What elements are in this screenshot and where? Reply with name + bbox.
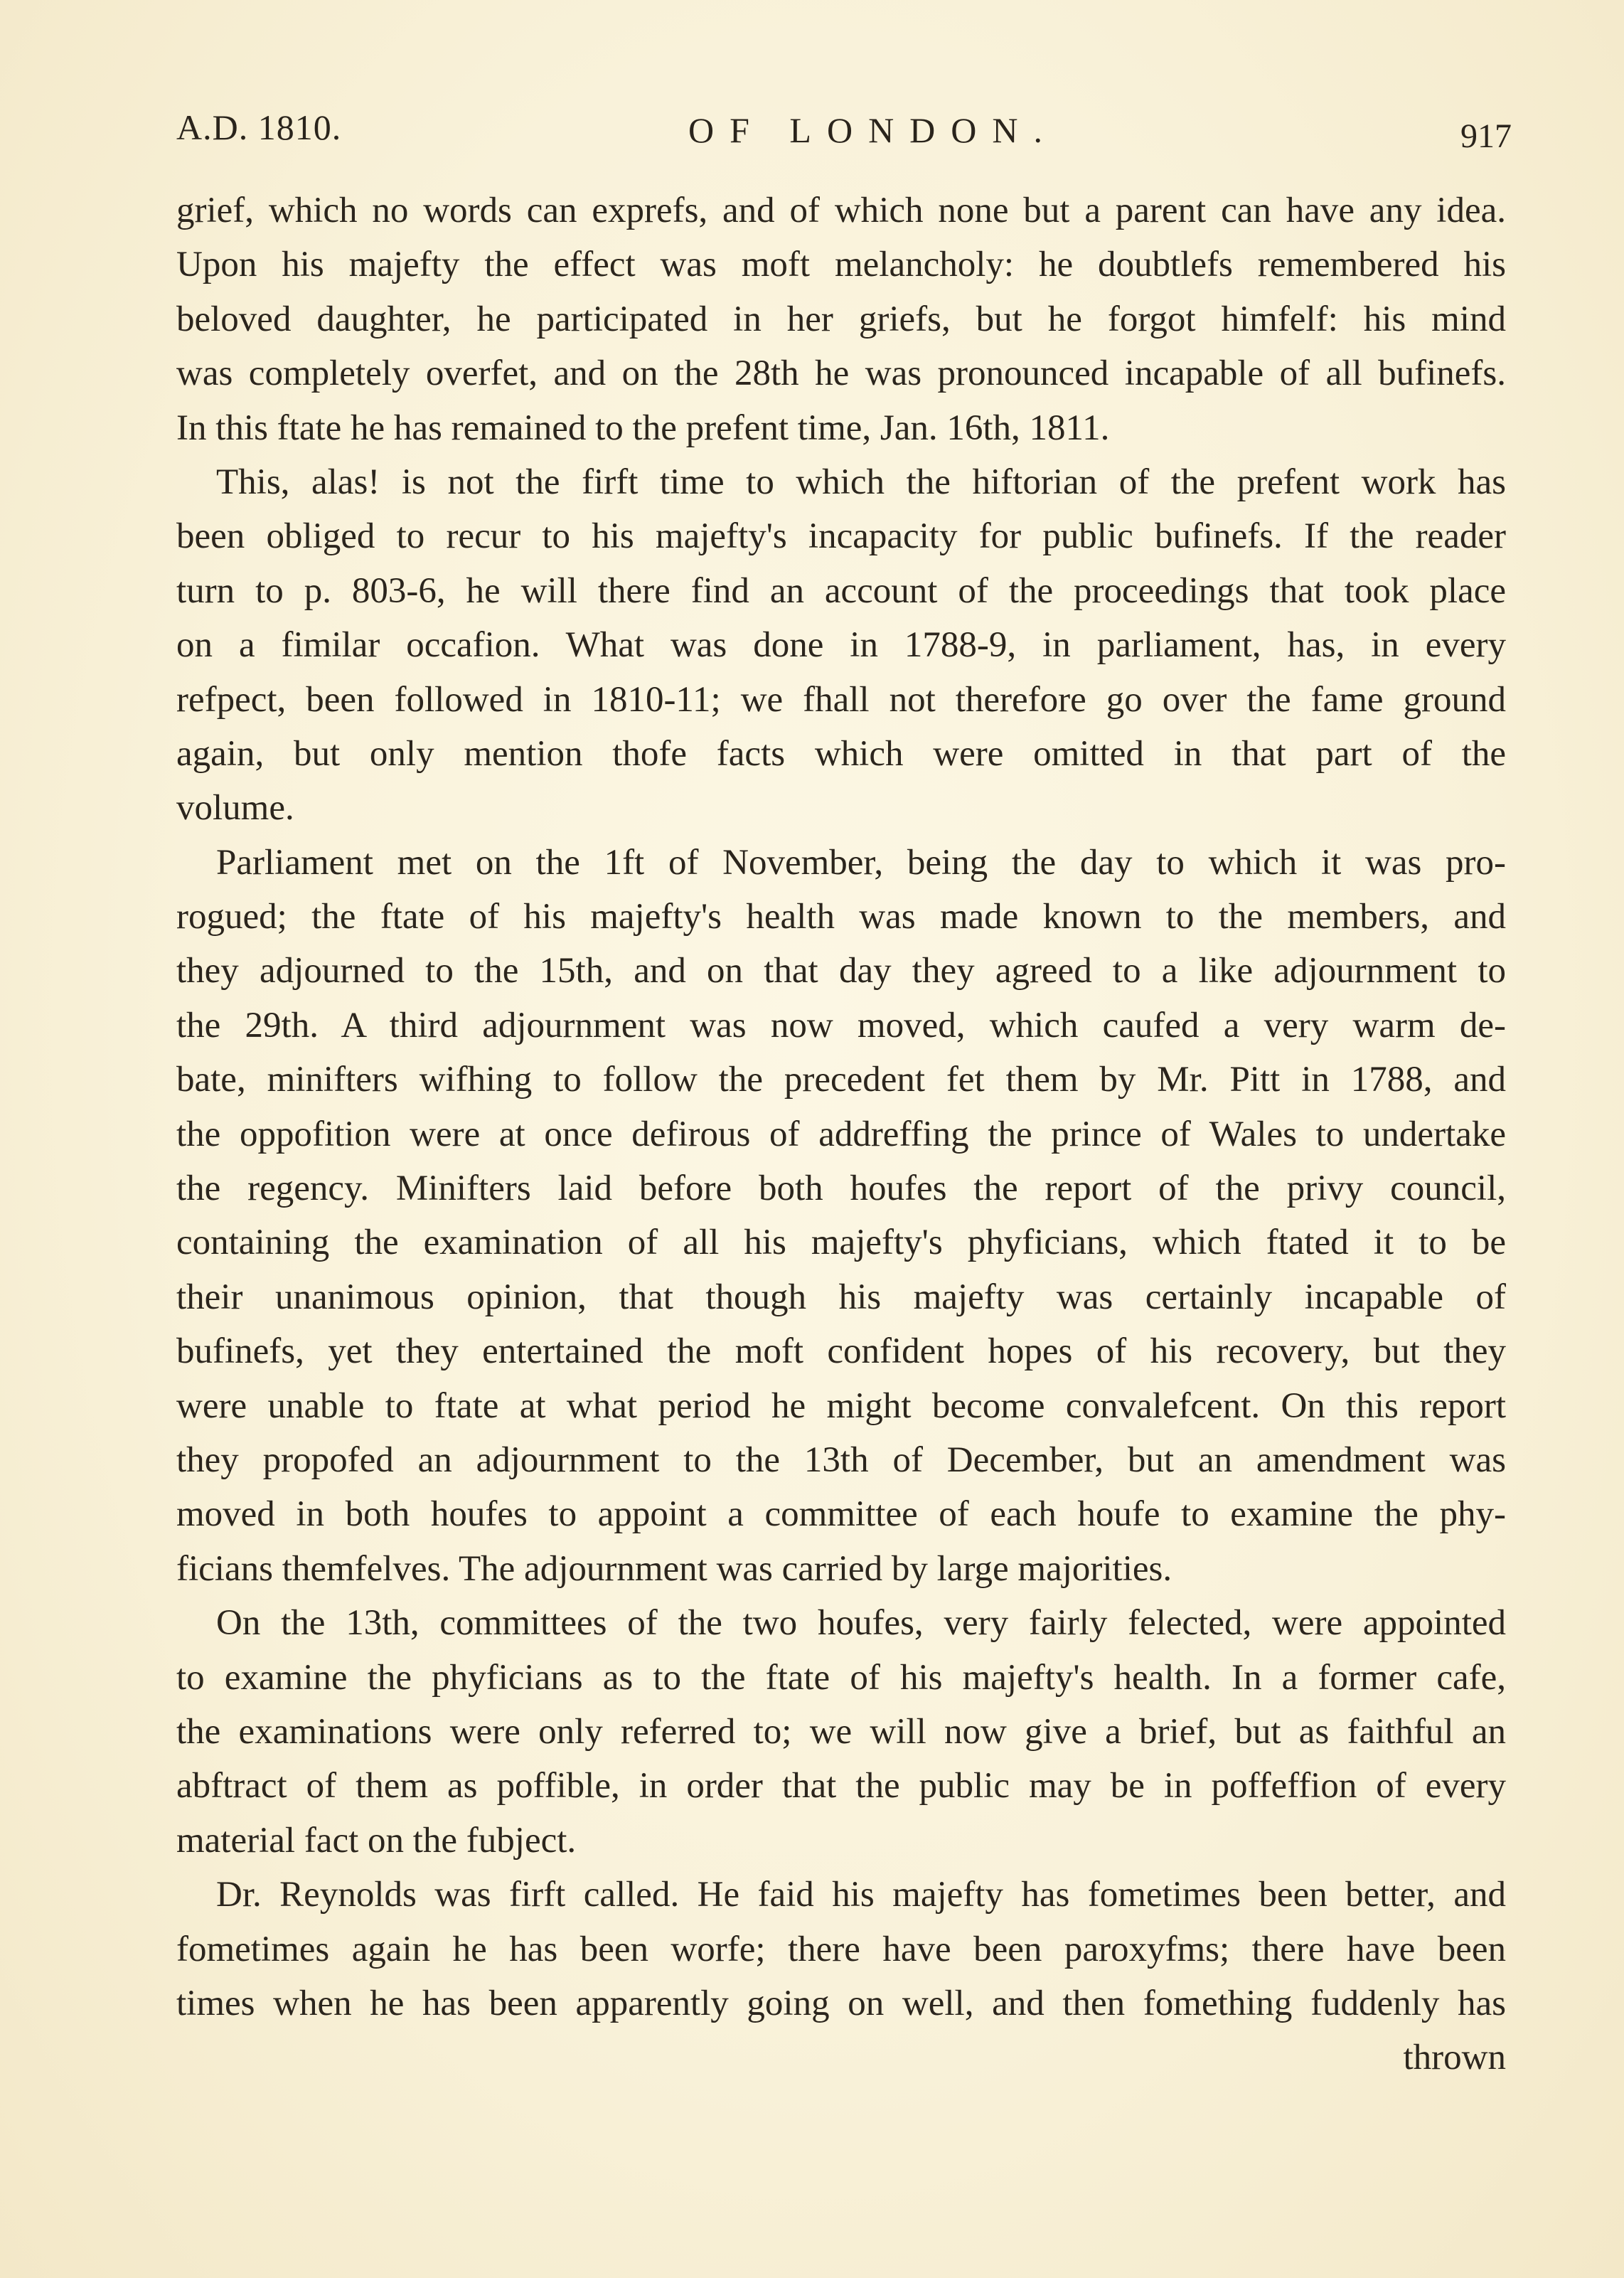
text-line: volume. [176, 788, 294, 829]
text-line: beloved daughter, he participated in her griefs, but he forgot himfelf: his mind [176, 299, 1506, 339]
text-line: again, but only mention thofe facts which were omitted in that part of the [176, 733, 1506, 774]
running-head-title: OF LONDON. [688, 110, 1058, 150]
text-line: they propofed an adjournment to the 13th of December, but an amendment was [176, 1439, 1506, 1480]
paragraph [176, 1868, 1506, 2030]
text-line: rogued; the ftate of his majefty's health was made known to the members, and [176, 897, 1506, 937]
text-line: Parliament met on the 1ft of November, being the day to which it was pro- [216, 842, 1506, 883]
paragraph [176, 455, 1506, 836]
text-line: Dr. Reynolds was firft called. He faid his majefty has fometimes been better, and [216, 1875, 1506, 1915]
running-head-year: A.D. 1810. [176, 107, 342, 147]
text-line: times when he has been apparently going on well, and then fomething fuddenly has [176, 1983, 1506, 2023]
catchword: thrown [1403, 2038, 1506, 2078]
text-line: been obliged to recur to his majefty's incapacity for public bufinefs. If the reader [176, 516, 1506, 557]
text-line: material fact on the fubject. [176, 1820, 577, 1861]
paragraph [176, 1596, 1506, 1868]
text-line: containing the examination of all his majefty's phyficians, which ftated it to be [176, 1223, 1506, 1263]
text-line: on a fimilar occafion. What was done in 1788-9, in parliament, has, in every [176, 625, 1506, 666]
running-head [176, 107, 1512, 164]
text-line: were unable to ftate at what period he might become convalefcent. On this report [176, 1385, 1506, 1426]
page-number: 917 [1460, 117, 1512, 155]
text-line: to examine the phyficians as to the ftate of his majefty's health. In a former cafe, [176, 1657, 1506, 1698]
text-line: grief, which no words can exprefs, and of which none but a parent can have any idea. [176, 191, 1506, 230]
text-line: fometimes again he has been worfe; there have been paroxyfms; there have been [176, 1929, 1506, 1969]
text-line: the oppofition were at once defirous of addreffing the prince of Wales to undertake [176, 1114, 1506, 1154]
text-line: bate, minifters wifhing to follow the precedent fet them by Mr. Pitt in 1788, and [176, 1060, 1506, 1100]
text-line: In this ftate he has remained to the prefent time, Jan. 16th, 1811. [176, 408, 1110, 448]
text-line: ficians themfelves. The adjournment was carried by large majorities. [176, 1548, 1172, 1589]
text-line: This, alas! is not the firft time to which the hiftorian of the prefent work has [216, 462, 1506, 502]
text-line: moved in both houfes to appoint a committee of each houfe to examine the phy- [176, 1494, 1506, 1535]
body-text [176, 183, 1506, 2085]
text-line: was completely overfet, and on the 28th he was pronounced incapable of all bufinefs. [176, 353, 1506, 394]
paragraph [176, 183, 1506, 455]
text-line: the 29th. A third adjournment was now moved, which caufed a very warm de- [176, 1005, 1506, 1045]
text-line: they adjourned to the 15th, and on that day they agreed to a like adjournment to [176, 951, 1506, 991]
text-line: refpect, been followed in 1810-11; we fhall not therefore go over the fame ground [176, 679, 1506, 720]
text-line: the regency. Minifters laid before both houfes the report of the privy council, [176, 1169, 1506, 1209]
text-line: their unanimous opinion, that though his majefty was certainly incapable of [176, 1277, 1506, 1317]
text-line: bufinefs, yet they entertained the moft confident hopes of his recovery, but they [176, 1331, 1506, 1372]
text-line: On the 13th, committees of the two houfes, very fairly felected, were appointed [216, 1603, 1506, 1644]
text-line: turn to p. 803-6, he will there find an account of the proceedings that took place [176, 570, 1506, 611]
paragraph [176, 836, 1506, 1596]
text-line: the examinations were only referred to; we will now give a brief, but as faithful an [176, 1711, 1506, 1752]
text-line: Upon his majefty the effect was moft melancholy: he doubtlefs remembered his [176, 245, 1506, 285]
text-line: abftract of them as poffible, in order that the public may be in poffeffion of every [176, 1766, 1506, 1806]
